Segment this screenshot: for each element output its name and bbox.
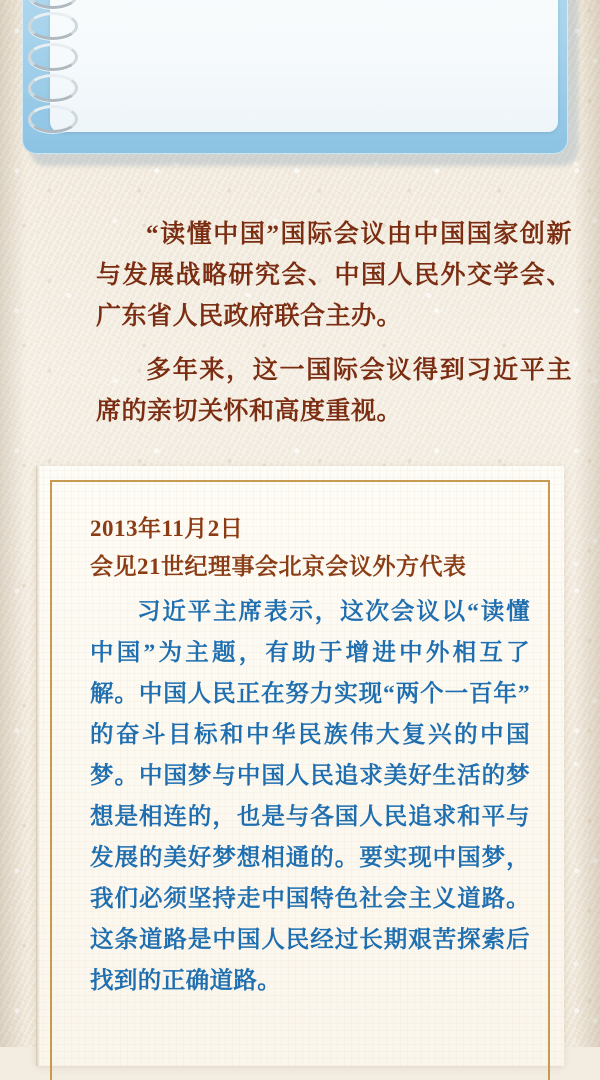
quote-occasion: 会见21世纪理事会北京会议外方代表 — [90, 554, 467, 579]
quote-date: 2013年11月2日 — [90, 516, 244, 541]
quote-body — [90, 592, 530, 1002]
notebook-card-frame — [22, 0, 568, 154]
quote-card — [36, 466, 564, 1066]
quote-body-text: 习近平主席表示，这次会议以“读懂中国”为主题，有助于增进中外相互了解。中国人民正在努力实现“两个一百年”的奋斗目标和中华民族伟大复兴的中国梦。中国梦与中国人民追求美好生活的梦想是相连的，也是与各国人民追求和平与发展的美好梦想相通的。要实现中国梦，我们必须坚持走中国特色社会主义道路。这条道路是中国人民经过长期艰苦探索后找到的正确道路。 — [90, 599, 530, 994]
quote-card-spine — [36, 466, 40, 1066]
spiral-binding-icon — [28, 0, 74, 138]
notebook-card — [22, 0, 578, 166]
paragraph-organizers: “读懂中国”国际会议由中国国家创新与发展战略研究会、中国人民外交学会、广东省人民政府联合主办。 — [96, 221, 572, 330]
paragraph-attention: 多年来，这一国际会议得到习近平主席的亲切关怀和高度重视。 — [96, 357, 572, 425]
notebook-card-page — [50, 0, 558, 132]
article-body — [96, 214, 572, 432]
